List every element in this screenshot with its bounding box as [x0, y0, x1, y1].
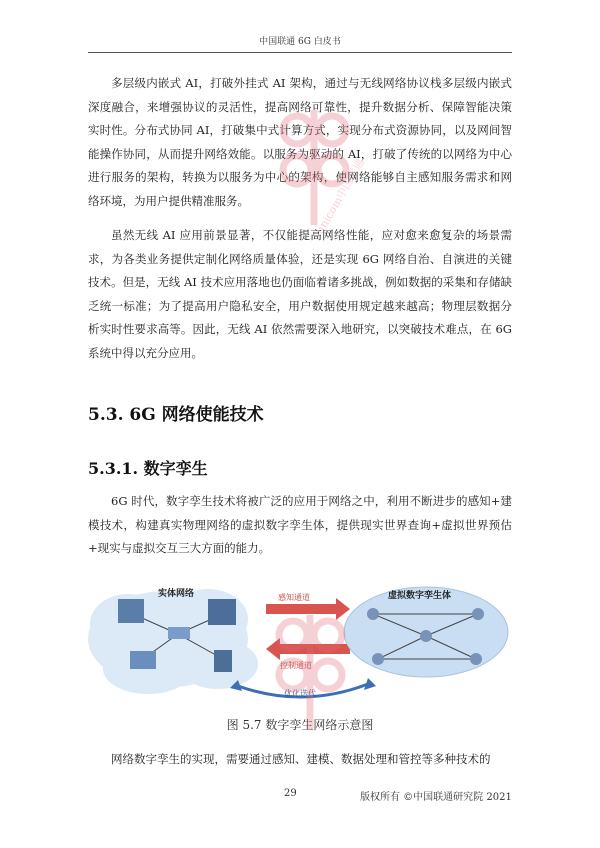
- control-channel-label: 控制通道: [280, 661, 312, 670]
- twin-node-icon: [472, 608, 484, 620]
- header-rule: [88, 52, 512, 53]
- sense-channel-label: 感知通道: [278, 593, 310, 602]
- factory-icon: [208, 599, 236, 625]
- twin-node-icon: [420, 630, 432, 642]
- paragraph-twin-implementation: 网络数字孪生的实现，需要通过感知、建模、数据处理和管控等多种技术的: [111, 752, 491, 766]
- router-icon: [168, 627, 190, 639]
- control-arrow: [266, 638, 350, 660]
- subsection-heading: 5.3.1. 数字孪生: [88, 459, 208, 478]
- paragraph-ai-challenges: 虽然无线 AI 应用前景显著，不仅能提高网络性能，应对愈来愈复杂的场景需求，为各类业务提供定制化网络质量体验，还是实现 6G 网络自治、自演进的关键技术。但是，无线 AI 技术应用落地也仍面临着诸多挑战，例如数据的采集和存储缺乏统一标准；为了提高用户隐私安全，用户数据使用规定越来越高；物理层数据分析实时性要求高等。因此，无线 AI 依然需要深入地研究，以突破技术难点，在 6G 系统中得以充分应用。: [88, 228, 512, 360]
- digital-twin-figure: [88, 574, 512, 704]
- page-number: 29: [284, 788, 297, 799]
- watermark-text: unicom中国联通: [313, 156, 368, 237]
- figure-caption: 图 5.7 数字孪生网络示意图: [226, 718, 374, 732]
- evolve-label: 优化迭代: [284, 689, 316, 698]
- section-heading: 5.3. 6G 网络使能技术: [88, 405, 264, 425]
- page-header: 中国联通 6G 白皮书: [259, 37, 341, 47]
- copyright-notice: 版权所有 ©中国联通研究院 2021: [360, 792, 512, 803]
- paragraph-digital-twin: 6G 时代，数字孪生技术将被广泛的应用于网络之中，利用不断进步的感知+建模技术，构建真实物理网络的虚拟数字孪生体，提供现实世界查询+虚拟世界预估+现实与虚拟交互三大方面的能力。: [88, 494, 512, 556]
- twin-node-icon: [470, 653, 482, 665]
- house-icon: [130, 651, 156, 669]
- paragraph-ai-architecture: 多层级内嵌式 AI，打破外挂式 AI 架构，通过与无线网络协议栈多层级内嵌式深度融合，来增强协议的灵活性，提高网络可靠性，提升数据分析、保障智能决策实时性。分布式协同 AI，打破集中式计算方式，实现分布式资源协同，以及网间智能操作协同，从而提升网络效能。以服务为驱动的 AI，打破了传统的以网络为中心进行服务的架构，转换为以服务为中心的架构，使网络能够自主感知服务需求和网络环境，为用户提供精准服务。: [88, 76, 512, 208]
- twin-node-icon: [372, 653, 384, 665]
- server-icon: [214, 650, 232, 672]
- building-icon: [118, 599, 144, 623]
- twin-node-icon: [367, 608, 379, 620]
- physical-network-label: 实体网络: [158, 589, 195, 599]
- virtual-twin-label: 虚拟数字孪生体: [388, 591, 452, 601]
